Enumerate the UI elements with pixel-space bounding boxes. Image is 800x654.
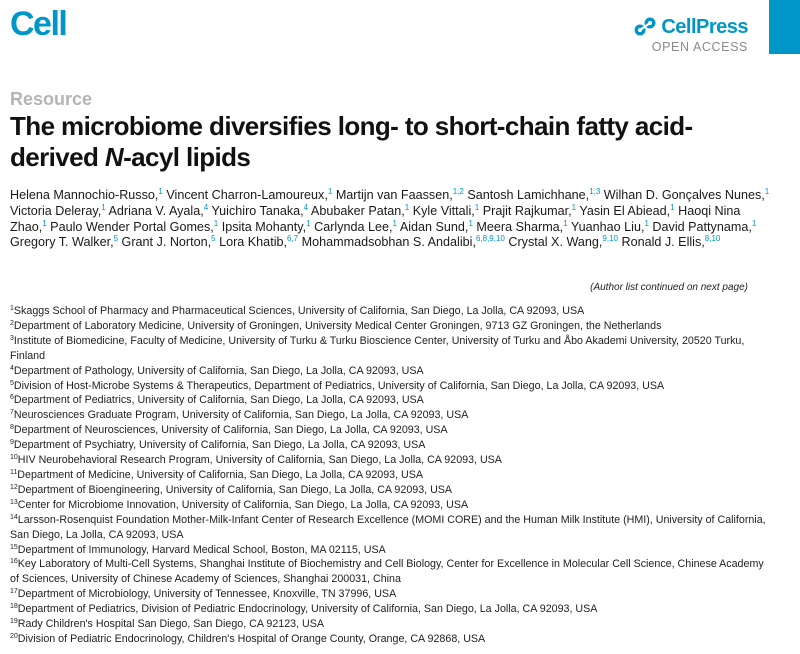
author-name: Haoqi Nina Zhao, [10,203,741,234]
affiliation-number: 11 [10,468,18,476]
author-name: Paulo Wender Portal Gomes, [50,219,214,234]
author-name: Grant J. Norton, [121,235,212,250]
affiliation-text: Rady Children's Hospital San Diego, San Diego, CA 92123, USA [17,618,325,631]
author-name: Gregory T. Walker, [10,235,114,250]
author-list-note: (Author list continued on next page) [590,282,748,293]
affiliation-text: Skaggs School of Pharmacy and Pharmaceutical Sciences, University of California, San Diego, La Jolla, CA 92093, USA [13,305,585,317]
author[interactable] [211,204,308,218]
affiliation [10,453,770,468]
author-name: Wilhan D. Gonçalves Nunes, [603,188,765,202]
article-type: Resource [10,89,93,109]
affiliation [10,483,770,498]
author-affiliation-marker[interactable]: 1 [644,218,649,228]
author-affiliation-marker[interactable]: 8,10 [704,234,721,244]
author-name: Santosh Lamichhane, [467,188,590,202]
affiliation [10,617,770,632]
affiliation [10,423,770,438]
author-name: Ronald J. Ellis, [621,235,705,250]
affiliation-number: 16 [10,558,18,566]
journal-logo: Cell [10,5,67,43]
author[interactable] [336,188,464,202]
author[interactable] [166,188,332,202]
affiliation-number: 2 [10,319,14,327]
affiliation-number: 5 [10,379,14,387]
author-name: Prajit Rajkumar, [482,203,572,218]
author-affiliation-marker[interactable]: 1 [468,218,473,228]
affiliation [10,513,770,543]
affiliation [10,632,770,647]
author-affiliation-marker[interactable]: 5 [113,234,119,244]
affiliation [10,319,770,334]
affiliation-text: Department of Pediatrics, Division of Pediatric Endocrinology, University of California, San Diego, La Jolla, CA 92093, USA [17,603,598,616]
affiliation [10,557,770,587]
author[interactable] [50,220,218,234]
author-name: Carlynda Lee, [314,219,393,234]
author[interactable] [413,204,480,218]
author-affiliation-marker[interactable]: 1 [571,202,577,212]
affiliation-list [10,304,770,647]
author-name: Yuichiro Tanaka, [211,203,304,218]
affiliation [10,408,770,423]
affiliation [10,364,770,379]
author[interactable] [302,235,505,249]
author[interactable] [508,235,618,249]
author-affiliation-marker[interactable]: 1 [158,187,163,196]
author[interactable] [604,188,769,202]
author-affiliation-marker[interactable]: 4 [303,202,309,212]
author-name: Lora Khatib, [219,235,287,250]
affiliation-number: 17 [10,588,18,596]
author[interactable] [109,204,209,218]
author-affiliation-marker[interactable]: 1 [42,218,47,228]
author-name: Meera Sharma, [476,219,564,234]
affiliation-number: 3 [10,334,14,342]
author-affiliation-marker[interactable]: 4 [203,202,209,212]
author-affiliation-marker[interactable]: 1 [563,218,568,228]
article-title [10,111,770,173]
affiliation-number: 6 [10,394,14,402]
affiliation [10,304,770,319]
author[interactable] [467,188,600,202]
author[interactable] [579,204,674,218]
author-affiliation-marker[interactable]: 1,2 [452,187,464,196]
author-affiliation-marker[interactable]: 1,3 [589,187,601,196]
author-affiliation-marker[interactable]: 1 [670,202,675,212]
author[interactable] [652,220,756,234]
cellpress-icon [633,16,657,38]
affiliation-text: Center for Microbiome Innovation, University of California, San Diego, La Jolla, CA 92093, USA [17,498,469,511]
affiliation-text: Department of Laboratory Medicine, University of Groningen, University Medical Center Groningen, 9713 GZ Groningen, the Netherlands [13,319,662,332]
affiliation-number: 10 [10,454,18,462]
author-affiliation-marker[interactable]: 1 [474,202,480,212]
affiliation-text: Department of Pediatrics, University of California, San Diego, La Jolla, CA 92093, USA [13,394,424,407]
affiliation-text: Department of Microbiology, University of Tennessee, Knoxville, TN 37996, USA [17,588,397,601]
affiliation-number: 14 [10,513,18,521]
author-affiliation-marker[interactable]: 1 [751,218,757,228]
author-name: Aidan Sund, [399,219,469,234]
author[interactable] [400,220,473,234]
affiliation-text: Division of Pediatric Endocrinology, Children's Hospital of Orange County, Orange, CA 92868, USA [17,632,486,645]
affiliation-text: Key Laboratory of Multi-Cell Systems, Shanghai Institute of Biochemistry and Cell Biology, Center for Excellence in Molecular Cell Science, Chinese Academy of Sciences, University of Chinese Academy of Sciences, Shanghai 200031, China [10,558,764,586]
affiliation-text: Department of Bioengineering, University of California, San Diego, La Jolla, CA 92093, USA [17,483,453,496]
author[interactable] [10,204,106,218]
author[interactable] [571,220,649,234]
affiliation-text: Department of Medicine, University of California, San Diego, La Jolla, CA 92093, USA [17,468,424,481]
author-name: Vincent Charron-Lamoureux, [166,188,328,202]
affiliation [10,543,770,558]
affiliation-text: Department of Psychiatry, University of California, San Diego, La Jolla, CA 92093, USA [13,439,426,452]
publisher-logo [633,16,748,54]
author-name: Ipsita Mohanty, [221,219,307,234]
author-name: Yasin El Abiead, [579,203,671,218]
affiliation [10,602,770,617]
author-name: Abubaker Patan, [310,203,405,218]
affiliation-number: 13 [10,498,18,506]
affiliation [10,587,770,602]
affiliation [10,379,770,394]
brand-tab [769,0,800,54]
author[interactable] [476,220,567,234]
author-name: Crystal X. Wang, [508,235,603,250]
affiliation-text: Neurosciences Graduate Program, University of California, San Diego, La Jolla, CA 92093, USA [13,409,469,422]
author-name: Kyle Vittali, [412,203,475,218]
author-name: Mohammadsobhan S. Andalibi, [301,235,476,250]
affiliation [10,438,770,453]
author-name: David Pattynama, [652,219,752,234]
author-affiliation-marker[interactable]: 6,8,9,10 [475,234,505,244]
affiliation [10,334,770,364]
affiliation-text: Institute of Biomedicine, Faculty of Medicine, University of Turku & Turku Bioscience Center, University of Turku and Åbo Akademi University, 20520 Turku, Finland [10,334,745,362]
author-name: Victoria Deleray, [10,203,102,218]
author-name: Adriana V. Ayala, [108,203,204,218]
author-affiliation-marker[interactable]: 1 [764,187,770,196]
author[interactable] [10,235,118,249]
author-list [10,188,770,251]
author[interactable] [314,220,397,234]
affiliation [10,498,770,513]
author-name: Martijn van Faassen, [335,188,453,202]
author[interactable] [621,235,720,249]
author[interactable] [219,235,298,249]
affiliation-number: 8 [10,424,14,432]
author-affiliation-marker[interactable]: 5 [211,234,216,244]
affiliation-number: 12 [10,483,18,491]
affiliation-number: 7 [10,409,14,417]
author-affiliation-marker[interactable]: 1 [101,202,106,212]
affiliation-number: 4 [10,364,14,372]
author-name: Helena Mannochio-Russo, [10,188,159,202]
affiliation [10,393,770,408]
title-text: The microbiome diversifies long- to short-chain fatty acid-derived [10,111,693,172]
author-affiliation-marker[interactable]: 9,10 [602,234,618,244]
author-affiliation-marker[interactable]: 1 [392,218,397,228]
publisher-name: CellPress [661,16,748,38]
affiliation-text: Department of Neurosciences, University of California, San Diego, La Jolla, CA 92093, USA [13,424,448,437]
author-affiliation-marker[interactable]: 1 [306,218,311,228]
author[interactable] [10,188,163,202]
affiliation-text: Department of Pathology, University of California, San Diego, La Jolla, CA 92093, USA [13,364,424,377]
title-italic: N [104,142,124,172]
affiliation-number: 18 [10,603,18,611]
affiliation-text: Division of Host-Microbe Systems & Therapeutics, Department of Pediatrics, University of California, San Diego, La Jolla, CA 92093, USA [13,379,665,392]
affiliation-text: Department of Immunology, Harvard Medical School, Boston, MA 02115, USA [17,543,386,556]
author[interactable] [483,204,576,218]
affiliation-text: HIV Neurobehavioral Research Program, University of California, San Diego, La Jolla, CA 92093, USA [17,454,502,467]
affiliation [10,468,770,483]
author-affiliation-marker[interactable]: 1 [327,187,333,196]
affiliation-number: 20 [10,632,18,640]
affiliation-text: Larsson-Rosenquist Foundation Mother-Milk-Infant Center of Research Excellence (MOMI CORE) and the Human Milk Institute (HMI), University of California, San Diego, La Jolla, CA 92093, USA [10,513,766,541]
author-affiliation-marker[interactable]: 1 [213,218,219,228]
affiliation-number: 19 [10,618,18,626]
author[interactable] [222,220,311,234]
author[interactable] [122,235,216,249]
affiliation-number: 9 [10,439,14,447]
author-affiliation-marker[interactable]: 1 [404,202,410,212]
open-access-label: OPEN ACCESS [651,40,748,54]
title-text-end: -acyl lipids [123,142,251,172]
author-affiliation-marker[interactable]: 6,7 [287,234,299,244]
author[interactable] [311,204,409,218]
affiliation-number: 1 [10,305,14,312]
author-name: Yuanhao Liu, [570,219,645,234]
affiliation-number: 15 [10,543,18,551]
